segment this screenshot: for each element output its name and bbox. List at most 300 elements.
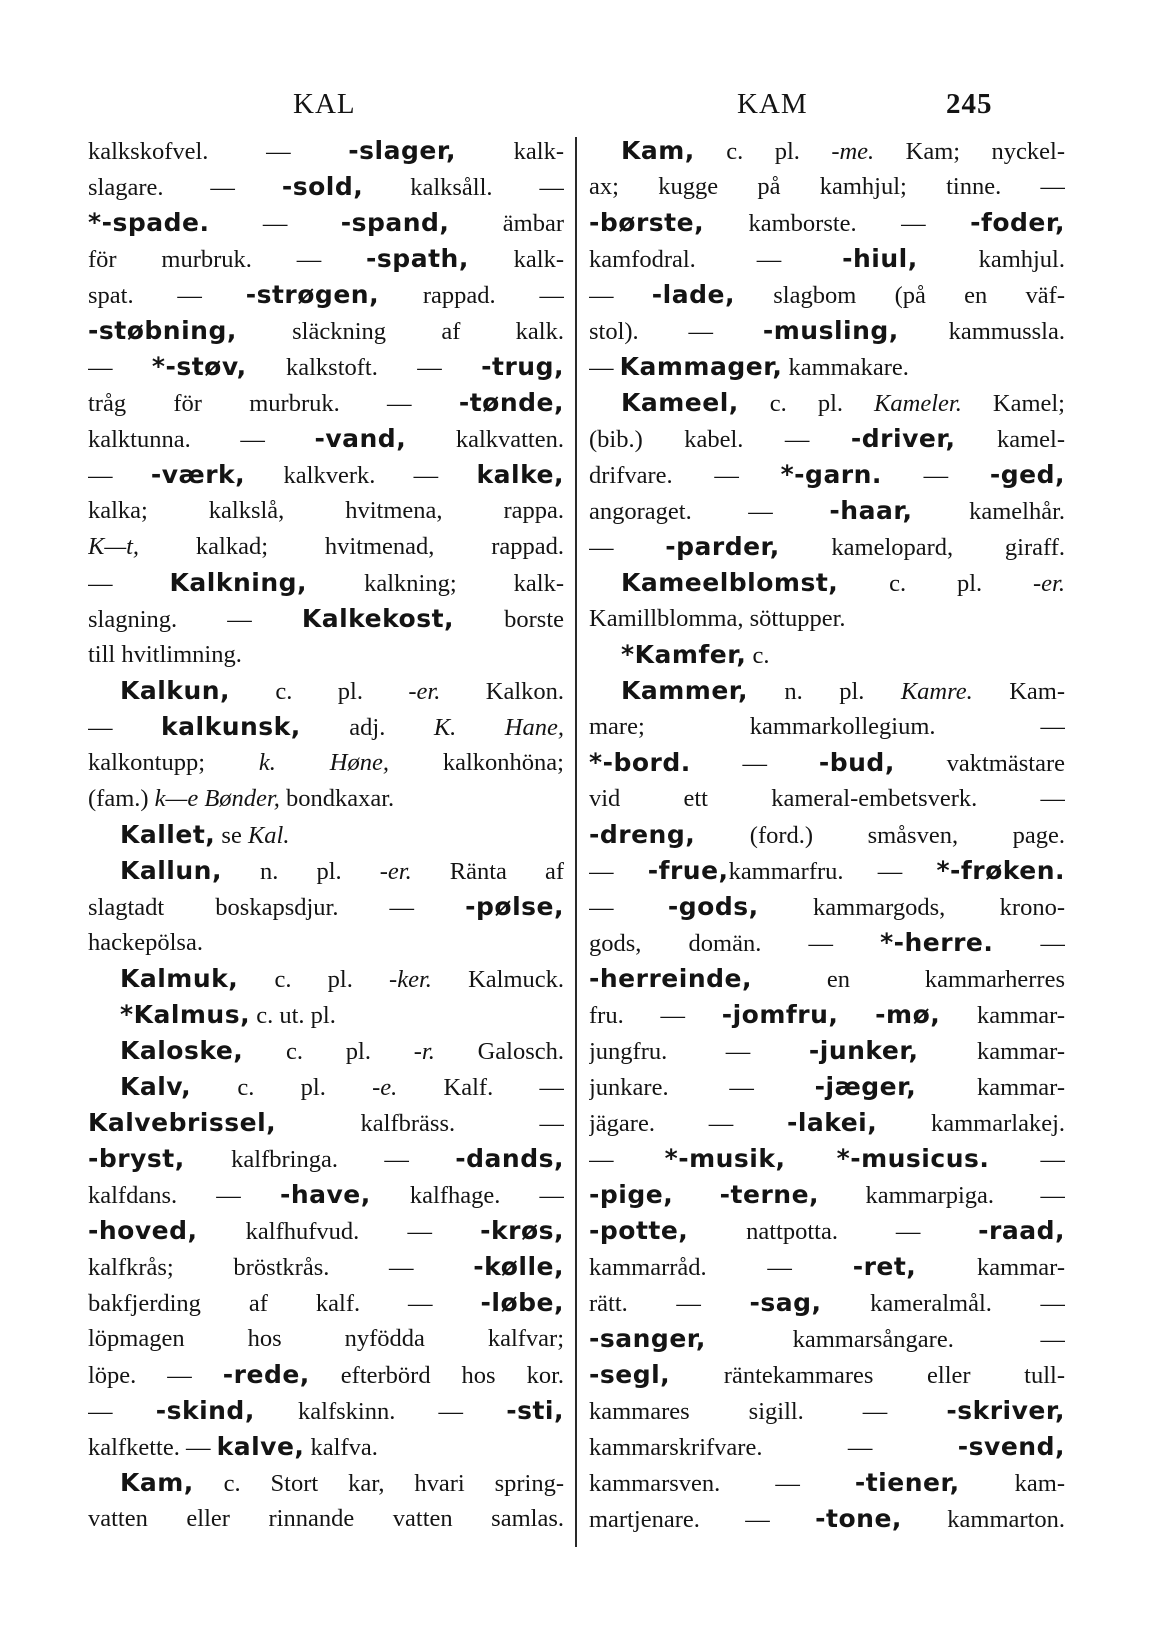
definition-text: [838, 1002, 875, 1029]
headword: -skriver,: [946, 1396, 1065, 1425]
definition-text: Kalmuck.: [431, 966, 564, 993]
italic-text: -er.: [408, 678, 441, 705]
entry-line: [589, 601, 1065, 637]
entry-line: [88, 349, 564, 385]
entry-line: [589, 853, 1065, 889]
definition-text: mare; kammarkollegium. —: [589, 713, 1065, 740]
entry-line: [589, 997, 1065, 1033]
italic-text: Kamre.: [900, 678, 973, 705]
headword: kalke,: [476, 460, 564, 489]
definition-text: [786, 1146, 837, 1173]
definition-text: kalk-: [468, 246, 564, 273]
definition-text: en kammarherres: [751, 966, 1065, 993]
definition-text: tråg för murbruk. —: [88, 390, 459, 417]
headword: *Kamfer,: [621, 640, 747, 669]
entry-line: [88, 1105, 564, 1141]
definition-text: —: [88, 354, 152, 381]
entry-line: [589, 709, 1065, 745]
entry-line: [589, 493, 1065, 529]
definition-text: kammarton.: [901, 1506, 1065, 1533]
headword: *-bord.: [589, 748, 691, 777]
headword: *-garn.: [780, 460, 882, 489]
definition-text: kammares sigill. —: [589, 1398, 947, 1425]
entry-line: [88, 1141, 564, 1177]
entry-line: [88, 601, 564, 637]
definition-text: drifvare. —: [589, 462, 781, 489]
headword: -herreinde,: [589, 964, 752, 993]
definition-text: nattpotta. —: [688, 1218, 979, 1245]
definition-text: kalfkette. —: [88, 1434, 217, 1461]
definition-text: —: [690, 750, 819, 777]
entry-line: [589, 349, 1065, 385]
definition-text: löpe. —: [88, 1362, 223, 1389]
entry-line: [589, 1429, 1065, 1465]
definition-text: kamfodral. —: [589, 246, 843, 273]
headword: -musling,: [762, 316, 899, 345]
headword: Kalv,: [120, 1072, 192, 1101]
headword: -segl,: [589, 1360, 671, 1389]
definition-text: ämbar: [449, 210, 564, 237]
headword: -gods,: [667, 892, 759, 921]
headword: -sold,: [281, 172, 364, 201]
definition-text: —: [989, 1146, 1065, 1173]
italic-text: Kameler.: [874, 390, 962, 417]
definition-text: (bib.) kabel. —: [589, 426, 851, 453]
definition-text: Kamel;: [961, 390, 1065, 417]
definition-text: (fam.): [88, 785, 155, 812]
definition-text: bondkaxar.: [279, 785, 395, 812]
definition-text: —: [589, 354, 620, 381]
definition-text: Kam; nyckel-: [874, 138, 1065, 165]
headword: *-frøken.: [936, 856, 1065, 885]
entry-line: [88, 745, 564, 781]
definition-text: kalkvatten.: [406, 426, 564, 453]
entry-line: [589, 169, 1065, 205]
entry-line: [88, 133, 564, 169]
definition-text: kalktunna. —: [88, 426, 315, 453]
headword: -spath,: [366, 244, 469, 273]
definition-text: kalfdans. —: [88, 1182, 280, 1209]
headword: -støbning,: [88, 316, 237, 345]
entry-line: [589, 205, 1065, 241]
headword: *-musik,: [664, 1144, 786, 1173]
definition-text: c. pl.: [243, 1038, 414, 1065]
entry-line: [589, 889, 1065, 925]
headword: -tønde,: [458, 388, 564, 417]
entry-line: [88, 1501, 564, 1537]
definition-text: slagbom (på en väf-: [734, 282, 1065, 309]
definition-text: kalfbräss. —: [276, 1110, 564, 1137]
headword: Kammager,: [619, 352, 783, 381]
headword: *Kalmus,: [120, 1000, 251, 1029]
definition-text: kameralmål. —: [821, 1290, 1065, 1317]
entry-line: [88, 1033, 564, 1069]
headword: -løbe,: [480, 1288, 564, 1317]
definition-text: —: [993, 930, 1065, 957]
entry-line: [589, 313, 1065, 349]
headword: -tone,: [815, 1504, 902, 1533]
definition-text: angoraget. —: [589, 498, 830, 525]
definition-text: slagning. —: [88, 606, 302, 633]
definition-text: n. pl.: [747, 678, 901, 705]
definition-text: bakfjerding af kalf. —: [88, 1290, 481, 1317]
definition-text: kammakare.: [782, 354, 909, 381]
entry-line: [589, 457, 1065, 493]
definition-text: Galosch.: [434, 1038, 564, 1065]
entry-line: [589, 1393, 1065, 1429]
entry-line: [589, 817, 1065, 853]
definition-text: gods, domän. —: [589, 930, 881, 957]
headword: -sti,: [506, 1396, 564, 1425]
definition-text: n. pl.: [221, 858, 380, 885]
definition-text: kalkonhöna;: [389, 749, 564, 776]
definition-text: kalfskinn. —: [254, 1398, 507, 1425]
definition-text: kalka; kalkslå, hvitmena, rappa.: [88, 497, 564, 524]
headword: -hoved,: [88, 1216, 198, 1245]
entry-line: [589, 385, 1065, 421]
entry-line: [589, 1033, 1065, 1069]
entry-line: [589, 1501, 1065, 1537]
headword: -parder,: [665, 532, 780, 561]
headword: -driver,: [850, 424, 956, 453]
right-column: [589, 133, 1065, 1537]
headword: -bud,: [818, 748, 895, 777]
italic-text: -er.: [1033, 570, 1065, 597]
headword: *-støv,: [151, 352, 247, 381]
headword: -mø,: [875, 1000, 941, 1029]
definition-text: kammarfru. —: [728, 858, 937, 885]
entry-line: [589, 961, 1065, 997]
definition-text: kalfhage. —: [370, 1182, 564, 1209]
entry-line: [589, 925, 1065, 961]
headword: -bryst,: [88, 1144, 185, 1173]
definition-text: stol). —: [589, 318, 763, 345]
entry-line: [88, 1069, 564, 1105]
definition-text: kammarpiga. —: [819, 1182, 1065, 1209]
headword: -potte,: [589, 1216, 689, 1245]
definition-text: —: [209, 210, 341, 237]
definition-text: jungfru. —: [589, 1038, 809, 1065]
definition-text: c. Stort kar, hvari spring-: [193, 1470, 564, 1497]
headword: Kalkning,: [169, 568, 308, 597]
definition-text: c. ut. pl.: [250, 1002, 336, 1029]
definition-text: junkare. —: [589, 1074, 815, 1101]
definition-text: borste: [454, 606, 564, 633]
definition-text: kammar-: [918, 1038, 1065, 1065]
definition-text: c. pl.: [738, 390, 875, 417]
headword: Kallun,: [120, 856, 222, 885]
headword: *-herre.: [880, 928, 994, 957]
italic-text: -me.: [831, 138, 875, 165]
entry-line: [88, 709, 564, 745]
definition-text: —: [88, 1398, 156, 1425]
headword: -haar,: [829, 496, 913, 525]
header-right-guideword: KAM: [737, 88, 808, 120]
headword: -dreng,: [589, 820, 696, 849]
definition-text: kalkad; hvitmenad, rappad.: [139, 533, 564, 560]
definition-text: kamhjul.: [917, 246, 1065, 273]
definition-text: kammar-: [940, 1002, 1065, 1029]
definition-text: kamel-: [955, 426, 1065, 453]
definition-text: —: [589, 534, 666, 561]
definition-text: kalkstoft. —: [246, 354, 482, 381]
definition-text: kamborste. —: [704, 210, 971, 237]
entry-line: [88, 781, 564, 817]
italic-text: Kal.: [247, 822, 290, 849]
definition-text: kalfva.: [304, 1434, 378, 1461]
entry-line: [589, 745, 1065, 781]
headword: Kaloske,: [120, 1036, 244, 1065]
definition-text: efterbörd hos kor.: [309, 1362, 564, 1389]
definition-text: rätt. —: [589, 1290, 750, 1317]
definition-text: löpmagen hos nyfödda kalfvar;: [88, 1325, 564, 1352]
entry-line: [88, 565, 564, 601]
definition-text: kammar-: [916, 1254, 1065, 1281]
italic-text: K. Hane,: [433, 714, 564, 741]
entry-line: [589, 1141, 1065, 1177]
definition-text: hackepölsa.: [88, 929, 203, 956]
entry-line: [88, 313, 564, 349]
definition-text: vid ett kameral-embetsverk. —: [589, 785, 1065, 812]
headword: -have,: [279, 1180, 371, 1209]
definition-text: släckning af kalk.: [236, 318, 564, 345]
entry-line: [88, 385, 564, 421]
italic-text: -e.: [372, 1074, 398, 1101]
entry-line: [589, 529, 1065, 565]
column-divider: [575, 137, 577, 1547]
entry-line: [589, 133, 1065, 169]
headword: -vand,: [314, 424, 407, 453]
headword: -ret,: [852, 1252, 917, 1281]
definition-text: Kalkon.: [440, 678, 564, 705]
headword: -trug,: [481, 352, 564, 381]
headword: -jomfru,: [721, 1000, 839, 1029]
definition-text: kalksåll. —: [363, 174, 564, 201]
entry-line: [589, 277, 1065, 313]
definition-text: ax; kugge på kamhjul; tinne. —: [589, 173, 1065, 200]
definition-text: kalfbringa. —: [184, 1146, 456, 1173]
running-header: [0, 88, 1152, 128]
entry-line: [589, 241, 1065, 277]
headword: -spand,: [340, 208, 450, 237]
definition-text: Kamillblomma, söttupper.: [589, 605, 846, 632]
headword: -junker,: [808, 1036, 919, 1065]
definition-text: —: [881, 462, 990, 489]
header-left-guideword: KAL: [293, 88, 356, 120]
italic-text: k. Høne,: [258, 749, 389, 776]
headword: -sanger,: [589, 1324, 706, 1353]
entry-line: [88, 493, 564, 529]
entry-line: [589, 781, 1065, 817]
definition-text: c. pl.: [191, 1074, 373, 1101]
entry-line: [88, 817, 564, 853]
headword: *-spade.: [88, 208, 210, 237]
definition-text: kalkskofvel. —: [88, 138, 349, 165]
headword: -raad,: [978, 1216, 1065, 1245]
headword: -værk,: [150, 460, 246, 489]
entry-line: [88, 1465, 564, 1501]
headword: -tiener,: [854, 1468, 960, 1497]
definition-text: kalfkrås; bröstkrås. —: [88, 1254, 474, 1281]
definition-text: c. pl.: [694, 138, 832, 165]
headword: *-musicus.: [836, 1144, 990, 1173]
headword: Kameelblomst,: [621, 568, 839, 597]
definition-text: —: [88, 462, 151, 489]
definition-text: —: [589, 1146, 665, 1173]
definition-text: räntekammares eller tull-: [670, 1362, 1065, 1389]
definition-text: kalk-: [455, 138, 564, 165]
headword: -foder,: [970, 208, 1065, 237]
definition-text: —: [589, 894, 668, 921]
definition-text: adj.: [300, 714, 434, 741]
headword: -terne,: [719, 1180, 820, 1209]
entry-line: [88, 241, 564, 277]
italic-text: -r.: [413, 1038, 435, 1065]
definition-text: för murbruk. —: [88, 246, 367, 273]
italic-text: -ker.: [389, 966, 432, 993]
definition-text: kalkontupp;: [88, 749, 259, 776]
entry-line: [88, 637, 564, 673]
headword: kalve,: [216, 1432, 305, 1461]
headword: -frue,: [647, 856, 729, 885]
headword: Kam,: [621, 136, 695, 165]
entry-line: [589, 637, 1065, 673]
definition-text: kammargods, krono-: [758, 894, 1065, 921]
entry-line: [589, 1213, 1065, 1249]
entry-line: [589, 1321, 1065, 1357]
definition-text: —: [88, 570, 170, 597]
entry-line: [88, 673, 564, 709]
headword: Kalvebrissel,: [88, 1108, 277, 1137]
entry-line: [88, 457, 564, 493]
definition-text: kam-: [959, 1470, 1065, 1497]
entry-line: [589, 1249, 1065, 1285]
italic-text: -er.: [379, 858, 412, 885]
entry-line: [589, 1177, 1065, 1213]
entry-line: [88, 1393, 564, 1429]
entry-line: [88, 1429, 564, 1465]
entry-line: [88, 925, 564, 961]
page-number: 245: [946, 88, 993, 120]
definition-text: kammarråd. —: [589, 1254, 853, 1281]
entry-line: [88, 889, 564, 925]
definition-text: [673, 1182, 719, 1209]
definition-text: kammarsångare. —: [705, 1326, 1065, 1353]
entry-line: [88, 1249, 564, 1285]
headword: Kameel,: [621, 388, 739, 417]
headword: -krøs,: [480, 1216, 564, 1245]
headword: -lakei,: [786, 1108, 878, 1137]
italic-text: K—t,: [88, 533, 140, 560]
entry-line: [88, 997, 564, 1033]
entry-line: [589, 565, 1065, 601]
definition-text: —: [589, 858, 648, 885]
headword: -pølse,: [465, 892, 564, 921]
italic-text: k—e Bønder,: [154, 785, 280, 812]
headword: -svend,: [957, 1432, 1065, 1461]
definition-text: kammarsven. —: [589, 1470, 855, 1497]
definition-text: kammar-: [916, 1074, 1065, 1101]
entry-line: [88, 205, 564, 241]
definition-text: kalfhufvud. —: [197, 1218, 481, 1245]
definition-text: —: [589, 282, 652, 309]
definition-text: Ränta af: [411, 858, 564, 885]
headword: kalkunsk,: [161, 712, 301, 741]
definition-text: vatten eller rinnande vatten samlas.: [88, 1505, 564, 1532]
headword: Kalmuk,: [120, 964, 239, 993]
definition-text: —: [88, 714, 161, 741]
headword: Kammer,: [621, 676, 748, 705]
entry-line: [88, 277, 564, 313]
definition-text: kammussla.: [898, 318, 1065, 345]
entry-line: [589, 1465, 1065, 1501]
definition-text: kamelhår.: [912, 498, 1065, 525]
headword: Kalkun,: [120, 676, 231, 705]
headword: -pige,: [589, 1180, 674, 1209]
definition-text: fru. —: [589, 1002, 722, 1029]
definition-text: c. pl.: [838, 570, 1034, 597]
definition-text: (ford.) småsven, page.: [695, 822, 1065, 849]
entry-line: [589, 421, 1065, 457]
headword: -børste,: [589, 208, 705, 237]
definition-text: se: [215, 822, 248, 849]
entry-line: [88, 421, 564, 457]
headword: -skind,: [155, 1396, 255, 1425]
definition-text: kalkning; kalk-: [307, 570, 564, 597]
headword: -kølle,: [473, 1252, 564, 1281]
definition-text: Kalf. —: [397, 1074, 564, 1101]
entry-line: [88, 961, 564, 997]
entry-line: [88, 1177, 564, 1213]
entry-line: [88, 1357, 564, 1393]
headword: -slager,: [348, 136, 456, 165]
entry-line: [589, 1105, 1065, 1141]
entry-line: [589, 1069, 1065, 1105]
entry-line: [589, 1285, 1065, 1321]
entry-line: [88, 529, 564, 565]
headword: -dands,: [455, 1144, 564, 1173]
definition-text: kalkverk. —: [245, 462, 477, 489]
headword: -rede,: [222, 1360, 310, 1389]
entry-line: [88, 1285, 564, 1321]
headword: Kam,: [120, 1468, 194, 1497]
headword: -sag,: [749, 1288, 822, 1317]
definition-text: till hvitlimning.: [88, 641, 242, 668]
entry-line: [88, 169, 564, 205]
entry-line: [88, 1321, 564, 1357]
definition-text: c. pl.: [230, 678, 409, 705]
definition-text: Kam-: [972, 678, 1065, 705]
definition-text: jägare. —: [589, 1110, 787, 1137]
definition-text: kamelopard, giraff.: [779, 534, 1065, 561]
definition-text: kammarskrifvare. —: [589, 1434, 958, 1461]
definition-text: spat. —: [88, 282, 246, 309]
definition-text: slagtadt boskapsdjur. —: [88, 894, 466, 921]
entry-line: [589, 1357, 1065, 1393]
definition-text: vaktmästare: [894, 750, 1065, 777]
definition-text: martjenare. —: [589, 1506, 816, 1533]
headword: -strøgen,: [245, 280, 380, 309]
headword: -ged,: [989, 460, 1065, 489]
definition-text: slagare. —: [88, 174, 282, 201]
headword: -lade,: [651, 280, 735, 309]
left-column: [88, 133, 564, 1537]
headword: Kallet,: [120, 820, 216, 849]
entry-line: [88, 1213, 564, 1249]
headword: Kalkekost,: [301, 604, 455, 633]
definition-text: c.: [746, 642, 770, 669]
entry-line: [88, 853, 564, 889]
